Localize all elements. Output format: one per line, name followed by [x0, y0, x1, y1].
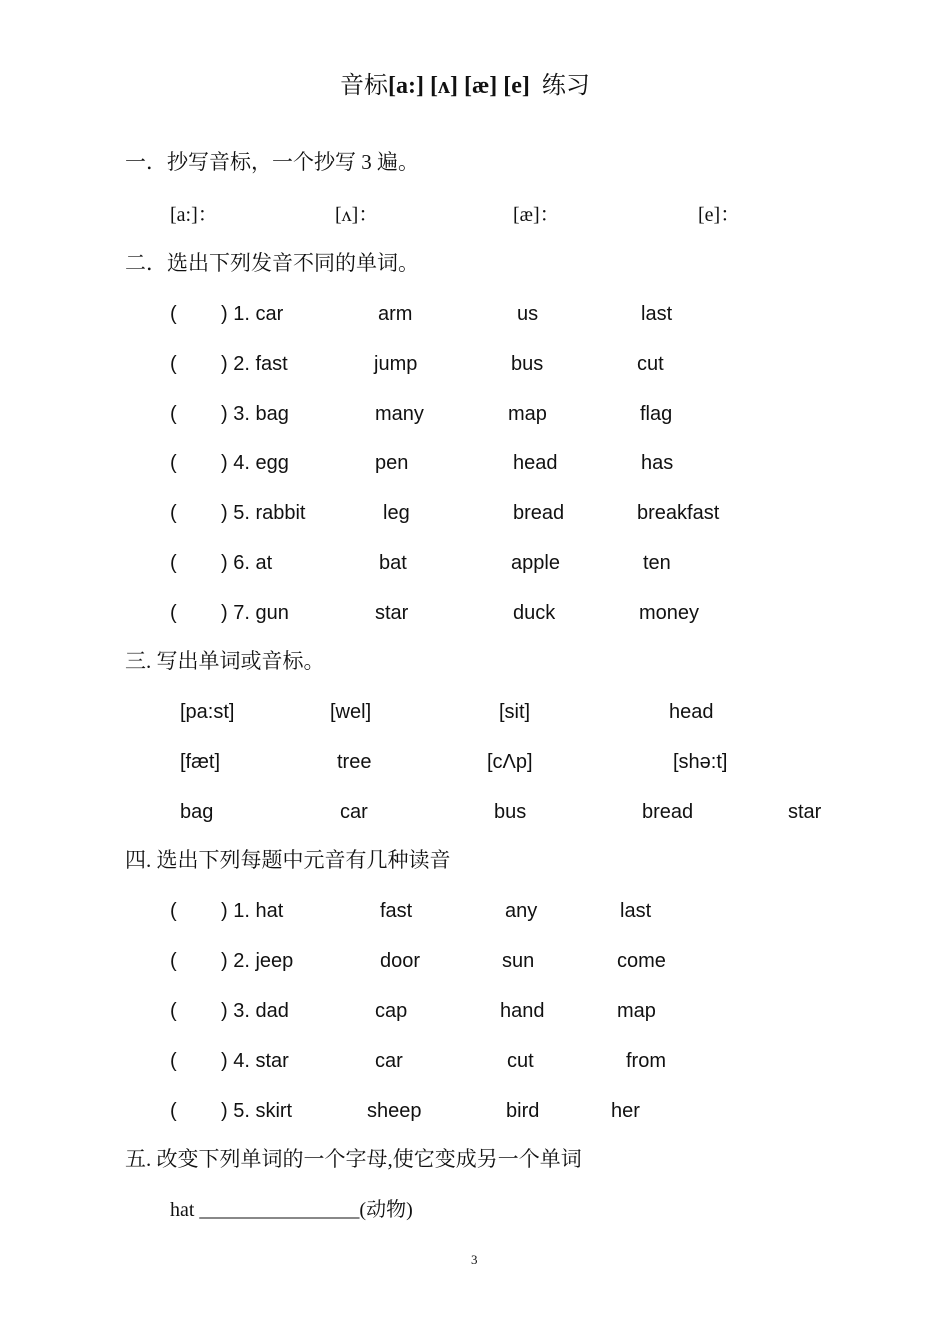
option-word: cut: [637, 353, 664, 375]
word-item: bus: [494, 801, 527, 823]
phonetic-item: [cΛp]: [487, 751, 533, 773]
fill-in-item: hat ________________(动物): [170, 1199, 413, 1221]
answer-paren: (: [170, 602, 177, 624]
symbol-ae: [æ]：: [513, 204, 560, 226]
option-word: door: [380, 950, 421, 972]
question-word: ) 5. skirt: [221, 1100, 293, 1122]
question-word: ) 3. bag: [221, 403, 289, 425]
option-word: arm: [378, 303, 413, 325]
answer-paren: (: [170, 403, 177, 425]
option-word: many: [375, 403, 424, 425]
answer-paren: (: [170, 900, 177, 922]
option-word: pen: [375, 452, 409, 474]
option-word: map: [508, 403, 547, 425]
option-word: jump: [374, 353, 418, 375]
option-word: flag: [640, 403, 673, 425]
question-word: ) 2. jeep: [221, 950, 294, 972]
section1-heading: 一．抄写音标，一个抄写 3 遍。: [125, 150, 419, 174]
question-word: ) 1. hat: [221, 900, 284, 922]
answer-paren: (: [170, 1000, 177, 1022]
answer-paren: (: [170, 552, 177, 574]
word-item: head: [669, 701, 714, 723]
answer-paren: (: [170, 452, 177, 474]
option-word: apple: [511, 552, 560, 574]
section5-heading: 五. 改变下列单词的一个字母,使它变成另一个单词: [125, 1147, 582, 1171]
option-word: bird: [506, 1100, 540, 1122]
phonetic-item: [wel]: [330, 701, 372, 723]
title-suffix: 练习: [541, 73, 590, 99]
word-item: bag: [180, 801, 214, 823]
phonetic-item: [sit]: [499, 701, 531, 723]
option-word: bus: [511, 353, 544, 375]
option-word: her: [611, 1100, 640, 1122]
phonetic-item: [pa:st]: [180, 701, 235, 723]
question-word: ) 5. rabbit: [221, 502, 306, 524]
option-word: leg: [383, 502, 410, 524]
answer-paren: (: [170, 950, 177, 972]
question-word: ) 3. dad: [221, 1000, 289, 1022]
answer-paren: (: [170, 502, 177, 524]
word-item: star: [788, 801, 822, 823]
answer-paren: (: [170, 303, 177, 325]
title-symbols: [a:] [ʌ] [æ] [e]: [388, 73, 530, 99]
section4-heading: 四. 选出下列每题中元音有几种读音: [125, 848, 451, 872]
option-word: duck: [513, 602, 556, 624]
option-word: us: [517, 303, 539, 325]
option-word: cut: [507, 1050, 534, 1072]
option-word: hand: [500, 1000, 545, 1022]
symbol-wedge: [ʌ]：: [335, 204, 379, 226]
option-word: head: [513, 452, 558, 474]
question-word: ) 7. gun: [221, 602, 289, 624]
option-word: star: [375, 602, 409, 624]
answer-paren: (: [170, 1050, 177, 1072]
option-word: cap: [375, 1000, 408, 1022]
option-word: sheep: [367, 1100, 422, 1122]
word-item: tree: [337, 751, 372, 773]
option-word: bread: [513, 502, 565, 524]
option-word: map: [617, 1000, 656, 1022]
answer-paren: (: [170, 353, 177, 375]
option-word: fast: [380, 900, 413, 922]
page-number: 3: [471, 1252, 478, 1267]
title-prefix: 音标: [340, 73, 388, 99]
word-item: bread: [642, 801, 694, 823]
question-word: ) 4. star: [221, 1050, 289, 1072]
section3-heading: 三. 写出单词或音标。: [125, 649, 325, 673]
question-word: ) 4. egg: [221, 452, 289, 474]
option-word: last: [620, 900, 652, 922]
phonetic-item: [shə:t]: [673, 751, 728, 773]
symbol-a-long: [a:]：: [170, 204, 218, 226]
question-word: ) 2. fast: [221, 353, 288, 375]
option-word: last: [641, 303, 673, 325]
option-word: money: [639, 602, 700, 624]
option-word: any: [505, 900, 538, 922]
symbol-e: [e]：: [698, 204, 741, 226]
option-word: come: [617, 950, 666, 972]
option-word: sun: [502, 950, 535, 972]
option-word: bat: [379, 552, 407, 574]
question-word: ) 1. car: [221, 303, 284, 325]
phonetic-item: [fæt]: [180, 751, 221, 773]
option-word: car: [375, 1050, 403, 1072]
section2-heading: 二．选出下列发音不同的单词。: [125, 251, 419, 275]
word-item: car: [340, 801, 368, 823]
answer-paren: (: [170, 1100, 177, 1122]
option-word: has: [641, 452, 674, 474]
option-word: breakfast: [637, 502, 720, 524]
option-word: ten: [643, 552, 671, 574]
question-word: ) 6. at: [221, 552, 273, 574]
option-word: from: [626, 1050, 666, 1072]
page-title: [340, 74, 590, 98]
